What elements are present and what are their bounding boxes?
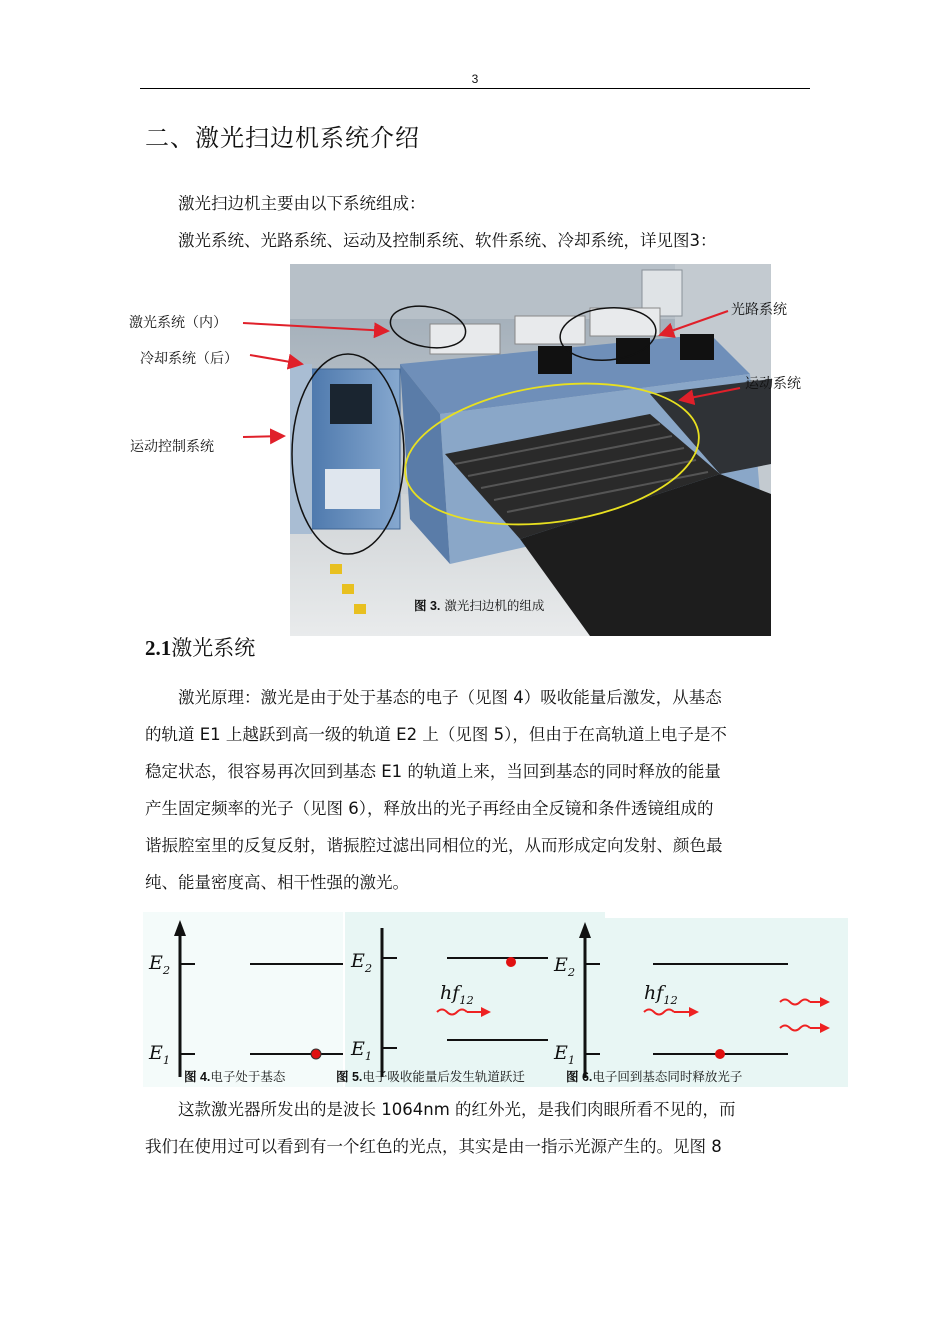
figure-3-caption: 图 3. 激光扫边机的组成 [414, 598, 545, 613]
closing-paragraph [145, 1091, 810, 1165]
arrow-motion-system [680, 388, 740, 400]
electron-returned [715, 1049, 725, 1059]
fig6-e2-label: $E_2$ [554, 954, 576, 979]
intro-line-1: 激光扫边机主要由以下系统组成： [178, 194, 426, 213]
subsection-title: 2.1激光系统 [145, 636, 256, 660]
photon-wave-absorbed [644, 1010, 674, 1015]
electron-excited [506, 957, 516, 967]
fig5-e2-label: $E_2$ [351, 950, 373, 975]
photon-wave-emitted-2 [780, 1026, 810, 1031]
fig6-photon-label: $hf_{12}$ [644, 982, 678, 1007]
figure-6-caption: 图 6.电子回到基态同时释放光子 [566, 1069, 743, 1084]
principle-line-1: 激光原理：激光是由于处于基态的电子（见图 4）吸收能量后激发，从基态 [178, 688, 722, 707]
figure-6-diagram [548, 918, 848, 1087]
figure-5-caption: 图 5.电子吸收能量后发生轨道跃迁 [336, 1069, 525, 1084]
figure-6-panel [548, 918, 848, 1087]
figure-4-caption: 图 4.电子处于基态 [184, 1069, 286, 1084]
fig5-e1-label: $E_1$ [351, 1038, 373, 1063]
callout-motion-control: 运动控制系统 [130, 439, 214, 455]
principle-line-3: 稳定状态，很容易再次回到基态 E1 的轨道上来，当回到基态的同时释放的能量 [145, 762, 721, 781]
arrow-laser-inner [243, 323, 388, 331]
intro-line-2: 激光系统、光路系统、运动及控制系统、软件系统、冷却系统，详见图3： [178, 231, 717, 250]
page-number: 3 [471, 72, 479, 86]
photon-wave-in [437, 1010, 467, 1015]
closing-line-1: 这款激光器所发出的是波长 1064nm 的红外光，是我们肉眼所看不见的，而 [178, 1100, 736, 1119]
callout-optical-path: 光路系统 [731, 302, 787, 318]
photon-wave-emitted-1 [780, 1000, 810, 1005]
principle-line-6: 纯、能量密度高、相干性强的激光。 [145, 873, 409, 892]
arrow-motion-control [243, 436, 284, 437]
electron-ground [311, 1049, 321, 1059]
arrow-optical-path [660, 311, 728, 335]
fig5-photon-label: $hf_{12}$ [440, 982, 474, 1007]
fig4-e2-label: $E_2$ [149, 952, 171, 977]
closing-line-2: 我们在使用过可以看到有一个红色的光点，其实是由一指示光源产生的。见图 8 [145, 1137, 722, 1156]
fig6-e1-label: $E_1$ [554, 1042, 576, 1067]
principle-paragraph [145, 679, 810, 901]
arrow-cooling-rear [250, 355, 302, 364]
principle-line-2: 的轨道 E1 上越跃到高一级的轨道 E2 上（见图 5），但由于在高轨道上电子是不 [145, 725, 727, 744]
fig4-e1-label: $E_1$ [149, 1042, 171, 1067]
callout-laser-inner: 激光系统（内） [129, 315, 227, 331]
section-title: 二、激光扫边机系统介绍 [145, 124, 420, 152]
callout-cooling-rear: 冷却系统（后） [140, 351, 238, 367]
principle-line-5: 谐振腔室里的反复反射，谐振腔过滤出同相位的光，从而形成定向发射、颜色最 [145, 836, 723, 855]
principle-line-4: 产生固定频率的光子（见图 6），释放出的光子再经由全反镜和条件透镜组成的 [145, 799, 714, 818]
callout-motion-system: 运动系统 [745, 376, 801, 392]
